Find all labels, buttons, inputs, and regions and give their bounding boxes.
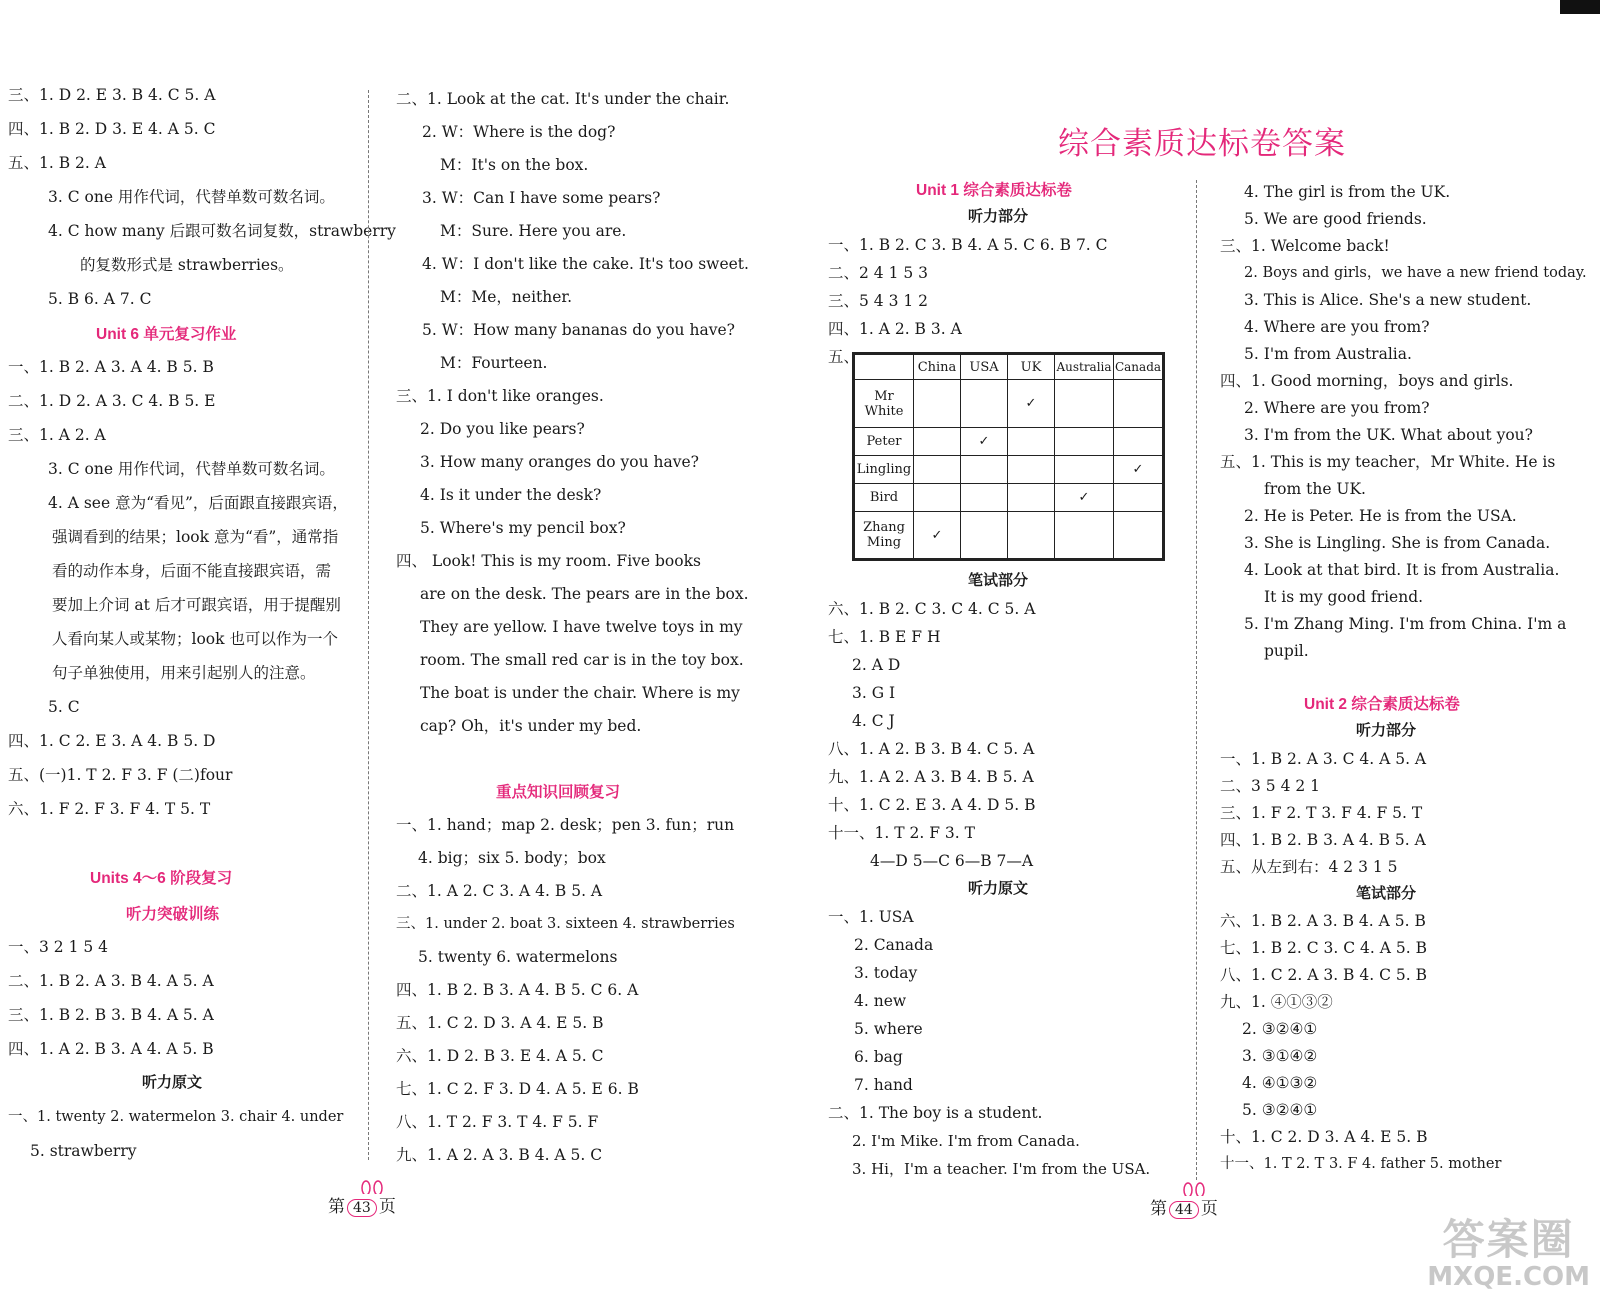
table-cell	[914, 484, 961, 512]
table-row	[854, 512, 1164, 560]
page-number-44	[1150, 1194, 1218, 1219]
answer-line: 三、1. F 2. T 3. F 4. F 5. T	[1220, 804, 1423, 822]
answer-line: 2. A D	[852, 656, 901, 674]
answer-line: 4. The girl is from the UK.	[1244, 183, 1451, 201]
answer-line: They are yellow. I have twelve toys in my	[420, 618, 743, 636]
answer-line: 五、1. B 2. A	[8, 154, 106, 172]
answer-line: 3. today	[854, 964, 918, 982]
answer-line: 强调看到的结果；look 意为“看”，通常指	[52, 528, 339, 546]
answer-line: 5. Where's my pencil box?	[420, 519, 626, 537]
answer-line: 5. where	[854, 1020, 923, 1038]
column-divider	[368, 90, 369, 1160]
answer-line: cap? Oh，it's under my bed.	[420, 717, 642, 735]
answer-line: M：Me，neither.	[440, 288, 573, 306]
watermark	[1427, 1217, 1590, 1291]
answer-line: 七、1. B 2. C 3. C 4. A 5. B	[1220, 939, 1427, 957]
table-cell	[1055, 512, 1114, 560]
answer-line: 七、1. C 2. F 3. D 4. A 5. E 6. B	[396, 1080, 639, 1098]
answer-line: 5. W：How many bananas do you have?	[422, 321, 735, 339]
table-cell	[1114, 484, 1164, 512]
answer-line: 五、1. This is my teacher，Mr White. He is	[1220, 453, 1556, 471]
table-cell	[1055, 456, 1114, 484]
answer-line: 三、1. B 2. B 3. B 4. A 5. A	[8, 1006, 214, 1024]
page-number: 44	[1169, 1201, 1199, 1219]
writing-part-title: 笔试部分	[1356, 885, 1417, 902]
table-header-cell: Australia	[1055, 354, 1114, 380]
answer-line: 4. C J	[852, 712, 895, 730]
answer-line: 一、1. twenty 2. watermelon 3. chair 4. under	[8, 1109, 344, 1125]
listening-text-title: 听力原文	[142, 1074, 203, 1091]
table-cell	[914, 428, 961, 456]
row-label: Zhang Ming	[854, 512, 914, 560]
answer-line: 2. Canada	[854, 936, 934, 954]
answer-line: pupil.	[1264, 642, 1309, 660]
answer-line: 六、1. F 2. F 3. F 4. T 5. T	[8, 800, 211, 818]
table-cell	[1114, 512, 1164, 560]
answer-line: 2. Do you like pears?	[420, 420, 585, 438]
answer-line: 八、1. T 2. F 3. T 4. F 5. F	[396, 1113, 599, 1131]
table-cell	[961, 484, 1008, 512]
answer-line: 4. W：I don't like the cake. It's too sweet.	[422, 255, 749, 273]
answer-line: 3. G I	[852, 684, 896, 702]
table-row	[854, 456, 1164, 484]
answer-line: 4. A see 意为“看见”，后面跟直接跟宾语，	[48, 494, 348, 512]
answer-line: 4. Where are you from?	[1244, 318, 1430, 336]
answer-line: 4. ④①③②	[1242, 1074, 1318, 1092]
answer-line: 3. She is Lingling. She is from Canada.	[1244, 534, 1551, 552]
check-mark-cell: ✓	[1008, 380, 1055, 428]
answer-line: 4. C how many 后跟可数名词复数，strawberry	[48, 222, 396, 240]
answer-line: 十一、1. T 2. T 3. F 4. father 5. mother	[1220, 1156, 1502, 1172]
answer-line: 六、1. B 2. A 3. B 4. A 5. B	[1220, 912, 1426, 930]
table-row	[854, 428, 1164, 456]
answer-line: 七、1. B E F H	[828, 628, 941, 646]
answer-line: 2. He is Peter. He is from the USA.	[1244, 507, 1517, 525]
row-label: Lingling	[854, 456, 914, 484]
table-cell	[1008, 512, 1055, 560]
answer-line: 4—D 5—C 6—B 7—A	[870, 852, 1034, 870]
table-header-cell	[854, 354, 914, 380]
answer-line: 要加上介词 at 后才可跟宾语，用于提醒别	[52, 596, 341, 614]
check-mark-cell: ✓	[1114, 456, 1164, 484]
page-label-post: 页	[378, 1197, 396, 1217]
answer-line: 3. ③①④②	[1242, 1047, 1318, 1065]
answer-line: 4. big；six 5. body；box	[418, 849, 606, 867]
table-header-cell: USA	[961, 354, 1008, 380]
answer-line: 十一、1. T 2. F 3. T	[828, 824, 975, 842]
answer-line: 五、(一)1. T 2. F 3. F (二)four	[8, 766, 233, 784]
answer-line: 四、1. B 2. B 3. A 4. B 5. A	[1220, 831, 1426, 849]
answer-line: 六、1. D 2. B 3. E 4. A 5. C	[396, 1047, 604, 1065]
answer-line: 3. Hi，I'm a teacher. I'm from the USA.	[852, 1160, 1151, 1178]
answer-line: 四、 Look! This is my room. Five books	[396, 552, 701, 570]
answer-line: 九、1. A 2. A 3. B 4. A 5. C	[396, 1146, 603, 1164]
table-row	[854, 484, 1164, 512]
table-cell	[1055, 428, 1114, 456]
corner-mark	[1560, 0, 1600, 14]
table-cell	[1114, 380, 1164, 428]
answer-line: 四、1. B 2. D 3. E 4. A 5. C	[8, 120, 216, 138]
answer-line: M：Fourteen.	[440, 354, 548, 372]
table-cell	[1055, 380, 1114, 428]
answer-line: It is my good friend.	[1264, 588, 1424, 606]
answer-line: room. The small red car is in the toy box.	[420, 651, 744, 669]
country-table	[852, 352, 1165, 561]
answer-line: 2. W：Where is the dog?	[422, 123, 616, 141]
answer-line: 2. I'm Mike. I'm from Canada.	[852, 1132, 1080, 1150]
answer-line: 3. C one 用作代词，代替单数可数名词。	[48, 460, 335, 478]
answer-line: 5. I'm Zhang Ming. I'm from China. I'm a	[1244, 615, 1567, 633]
row-label: Peter	[854, 428, 914, 456]
page-label-post: 页	[1200, 1199, 1218, 1219]
answer-line: 4. Look at that bird. It is from Australia.	[1244, 561, 1560, 579]
table-header-cell: UK	[1008, 354, 1055, 380]
review-title: 重点知识回顾复习	[496, 784, 621, 801]
answer-line: 2. Where are you from?	[1244, 399, 1430, 417]
answer-line: The boat is under the chair. Where is my	[420, 684, 740, 702]
answer-line: 的复数形式是 strawberries。	[80, 256, 294, 274]
answer-line: 3. I'm from the UK. What about you?	[1244, 426, 1533, 444]
row-label: Bird	[854, 484, 914, 512]
table-cell	[1008, 428, 1055, 456]
answer-line: 2. ③②④①	[1242, 1020, 1318, 1038]
answer-line: 一、3 2 1 5 4	[8, 938, 109, 956]
answer-line: 5. I'm from Australia.	[1244, 345, 1412, 363]
answer-line: 4. new	[854, 992, 907, 1010]
answer-line: 二、1. B 2. A 3. B 4. A 5. A	[8, 972, 214, 990]
answer-line: 一、1. B 2. A 3. C 4. A 5. A	[1220, 750, 1427, 768]
answer-line: 三、1. I don't like oranges.	[396, 387, 604, 405]
page-number: 43	[347, 1199, 377, 1217]
answer-line: 六、1. B 2. C 3. C 4. C 5. A	[828, 600, 1036, 618]
row-label: Mr White	[854, 380, 914, 428]
watermark-line1: 答案圈	[1442, 1215, 1575, 1264]
table-cell	[961, 512, 1008, 560]
answer-line: 一、1. hand；map 2. desk；pen 3. fun；run	[396, 816, 735, 834]
table-cell	[1008, 484, 1055, 512]
table-header-cell: Canada	[1114, 354, 1164, 380]
answer-line: 五、从左到右：4 2 3 1 5	[1220, 858, 1398, 876]
table-cell	[914, 380, 961, 428]
table-cell	[1114, 428, 1164, 456]
answer-line: 5. C	[48, 698, 80, 716]
answer-line: M：Sure. Here you are.	[440, 222, 627, 240]
answer-line: 三、1. A 2. A	[8, 426, 106, 444]
unit6-title: Unit 6 单元复习作业	[96, 326, 237, 343]
answer-line: 句子单独使用，用来引起别人的注意。	[52, 664, 316, 682]
answer-key-title: 综合素质达标卷答案	[1058, 126, 1346, 162]
answer-line: 2. Boys and girls，we have a new friend today.	[1244, 265, 1587, 281]
answer-line: 二、3 5 4 2 1	[1220, 777, 1321, 795]
unit1-title: Unit 1 综合素质达标卷	[916, 182, 1072, 199]
check-mark-cell: ✓	[914, 512, 961, 560]
check-mark-cell: ✓	[1055, 484, 1114, 512]
answer-line: M：It's on the box.	[440, 156, 589, 174]
answer-line: 二、1. The boy is a student.	[828, 1104, 1043, 1122]
answer-line: 八、1. C 2. A 3. B 4. C 5. B	[1220, 966, 1427, 984]
answer-line: 九、1. ④①③②	[1220, 993, 1333, 1011]
answer-line: 四、1. C 2. E 3. A 4. B 5. D	[8, 732, 216, 750]
listening-text-title: 听力原文	[968, 880, 1029, 897]
answer-line: 五、1. C 2. D 3. A 4. E 5. B	[396, 1014, 604, 1032]
answer-line: 5. ③②④①	[1242, 1101, 1318, 1119]
table-row	[854, 380, 1164, 428]
answer-line: 5. We are good friends.	[1244, 210, 1427, 228]
table-header-cell: China	[914, 354, 961, 380]
page-label-pre: 第	[328, 1197, 345, 1217]
column-divider	[1196, 180, 1197, 1180]
answer-line: 三、1. D 2. E 3. B 4. C 5. A	[8, 86, 216, 104]
answer-line: 九、1. A 2. A 3. B 4. B 5. A	[828, 768, 1034, 786]
answer-line: 三、5 4 3 1 2	[828, 292, 929, 310]
answer-line: 八、1. A 2. B 3. B 4. C 5. A	[828, 740, 1035, 758]
answer-line: 5. strawberry	[30, 1142, 137, 1160]
answer-line: 十、1. C 2. D 3. A 4. E 5. B	[1220, 1128, 1428, 1146]
answer-line: from the UK.	[1264, 480, 1366, 498]
page-number-43	[328, 1192, 396, 1217]
table-cell	[961, 456, 1008, 484]
watermark-line2: MXQE.COM	[1427, 1262, 1590, 1292]
answer-line: 四、1. A 2. B 3. A 4. A 5. B	[8, 1040, 214, 1058]
listening-part-title: 听力部分	[1356, 722, 1417, 739]
answer-line: 五、	[828, 348, 860, 366]
answer-line: 二、1. Look at the cat. It's under the chair.	[396, 90, 730, 108]
answer-line: 三、1. Welcome back!	[1220, 237, 1390, 255]
answer-line: 4. Is it under the desk?	[420, 486, 602, 504]
answer-line: 一、1. B 2. C 3. B 4. A 5. C 6. B 7. C	[828, 236, 1108, 254]
answer-line: 3. C one 用作代词，代替单数可数名词。	[48, 188, 335, 206]
answer-line: 一、1. B 2. A 3. A 4. B 5. B	[8, 358, 214, 376]
answer-line: 3. This is Alice. She's a new student.	[1244, 291, 1532, 309]
answer-line: 二、1. D 2. A 3. C 4. B 5. E	[8, 392, 216, 410]
answer-line: 3. W：Can I have some pears?	[422, 189, 661, 207]
answer-line: 6. bag	[854, 1048, 903, 1066]
writing-part-title: 笔试部分	[968, 572, 1029, 589]
answer-line: 四、1. B 2. B 3. A 4. B 5. C 6. A	[396, 981, 639, 999]
answer-line: 3. How many oranges do you have?	[420, 453, 699, 471]
answer-line: 三、1. under 2. boat 3. sixteen 4. strawberries	[396, 916, 735, 932]
answer-line: 四、1. Good morning，boys and girls.	[1220, 372, 1514, 390]
answer-line: 四、1. A 2. B 3. A	[828, 320, 962, 338]
answer-line: 人看向某人或某物；look 也可以作为一个	[52, 630, 338, 648]
check-mark-cell: ✓	[961, 428, 1008, 456]
listening-training-title: 听力突破训练	[126, 906, 220, 923]
answer-line: 7. hand	[854, 1076, 913, 1094]
answer-line: 5. twenty 6. watermelons	[418, 948, 618, 966]
listening-part-title: 听力部分	[968, 208, 1029, 225]
page-label-pre: 第	[1150, 1199, 1167, 1219]
answer-line: 二、1. A 2. C 3. A 4. B 5. A	[396, 882, 603, 900]
table-cell	[961, 380, 1008, 428]
answer-line: are on the desk. The pears are in the box.	[420, 585, 749, 603]
answer-line: 十、1. C 2. E 3. A 4. D 5. B	[828, 796, 1036, 814]
answer-line: 5. B 6. A 7. C	[48, 290, 152, 308]
table-cell	[914, 456, 961, 484]
answer-line: 看的动作本身，后面不能直接跟宾语，需	[52, 562, 332, 580]
answer-line: 二、2 4 1 5 3	[828, 264, 929, 282]
units-review-title: Units 4～6 阶段复习	[90, 870, 233, 887]
unit2-title: Unit 2 综合素质达标卷	[1304, 696, 1460, 713]
answer-line: 一、1. USA	[828, 908, 914, 926]
table-cell	[1008, 456, 1055, 484]
